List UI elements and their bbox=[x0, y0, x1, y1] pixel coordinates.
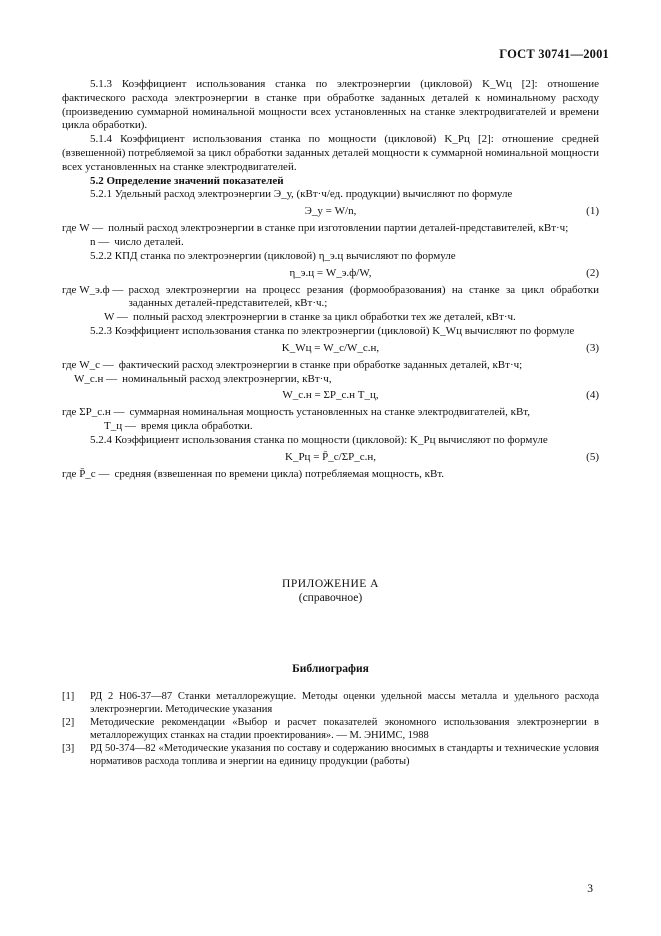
formula-4-number: (4) bbox=[586, 389, 599, 402]
definition-P-c-avg bbox=[62, 468, 599, 482]
bibliography-item-text: РД 50-374—82 «Методические указания по составу и содержанию вносимых в стандарты и технические условия нормативов расхода топлива и энергии на единицу продукции (работы) bbox=[90, 743, 599, 767]
bibliography-item-text: Методические рекомендации «Выбор и расчет показателей экономного использования электроэнергии в металлорежущих станках на стадии проектирования». — М. ЭНИМС, 1988 bbox=[90, 717, 599, 741]
bibliography-list bbox=[62, 690, 599, 768]
definition-term: где W_э.ф — bbox=[62, 283, 124, 296]
definition-term: W_с.н — bbox=[74, 372, 118, 385]
formula-1-expression: Э_у = W/n, bbox=[304, 205, 357, 218]
formula-5 bbox=[62, 451, 599, 465]
definition-W-c bbox=[62, 359, 599, 373]
bibliography-item bbox=[62, 690, 599, 716]
formula-2 bbox=[62, 267, 599, 281]
document-code: ГОСТ 30741—2001 bbox=[499, 47, 609, 61]
bibliography-item-number: [1] bbox=[62, 691, 75, 702]
definition-term: где W_с — bbox=[62, 358, 114, 371]
para-5-2-2: 5.2.2 КПД станка по электроэнергии (цикловой) η_э.ц вычисляют по формуле bbox=[90, 249, 456, 262]
definition-sum-P-cn bbox=[62, 406, 599, 420]
formula-1 bbox=[62, 205, 599, 219]
definition-W-total bbox=[62, 311, 599, 325]
definition-term: n — bbox=[90, 235, 110, 248]
bibliography-item-text: РД 2 Н06-37—87 Станки металлорежущие. Методы оценки удельной массы металла и удельного расхода электроэнергии. Методические указания bbox=[90, 691, 599, 715]
definition-term: где ΣP_с.н — bbox=[62, 406, 125, 419]
definition-text: полный расход электроэнергии в станке за цикл обработки тех же деталей, кВт·ч. bbox=[132, 311, 516, 324]
definition-W-ef bbox=[62, 284, 599, 312]
definition-text: суммарная номинальная мощность установленных на станке электродвигателей, кВт, bbox=[129, 406, 531, 419]
definition-T-c bbox=[62, 420, 599, 434]
main-content bbox=[62, 78, 599, 482]
para-5-2-3: 5.2.3 Коэффициент использования станка по электроэнергии (цикловой) K_Wц вычисляют по формуле bbox=[90, 324, 575, 337]
formula-2-number: (2) bbox=[586, 266, 599, 279]
section-5-2-heading: 5.2 Определение значений показателей bbox=[90, 174, 284, 187]
definition-text: фактический расход электроэнергии в станке при обработке заданных деталей, кВт·ч; bbox=[118, 358, 523, 371]
definition-term: T_ц — bbox=[104, 420, 136, 433]
formula-1-number: (1) bbox=[586, 205, 599, 218]
annex-heading bbox=[0, 577, 661, 605]
formula-4 bbox=[62, 389, 599, 403]
definition-text: полный расход электроэнергии в станке при изготовлении партии деталей-представителей, кВт·ч; bbox=[108, 222, 569, 235]
para-5-2-4: 5.2.4 Коэффициент использования станка по мощности (цикловой): K_Pц вычисляют по формуле bbox=[90, 433, 548, 446]
bibliography-item bbox=[62, 716, 599, 742]
formula-5-number: (5) bbox=[586, 450, 599, 463]
bibliography-item-number: [2] bbox=[62, 717, 75, 728]
formula-2-expression: η_э.ц = W_э.ф/W, bbox=[289, 266, 372, 279]
bibliography-item-number: [3] bbox=[62, 743, 75, 754]
formula-3 bbox=[62, 342, 599, 356]
definition-term: где W — bbox=[62, 222, 104, 235]
definition-text: номинальный расход электроэнергии, кВт·ч, bbox=[122, 372, 332, 385]
page-number: 3 bbox=[587, 883, 593, 895]
para-5-1-4: 5.1.4 Коэффициент использования станка по мощности (цикловой) K_Pц [2]: отношение средней (взвешенной) потребляемой за цикл обработки заданных деталей мощности к суммарной номинальной мощности всех установленных на станке электродвигателей. bbox=[62, 133, 599, 173]
definition-n bbox=[62, 236, 599, 250]
bibliography-item bbox=[62, 742, 599, 768]
formula-4-expression: W_с.н = ΣP_с.н T_ц, bbox=[282, 389, 379, 402]
definition-text: число деталей. bbox=[114, 235, 184, 248]
formula-3-number: (3) bbox=[586, 341, 599, 354]
formula-5-expression: K_Pц = P̄_с/ΣP_с.н, bbox=[285, 450, 376, 463]
para-5-2-1: 5.2.1 Удельный расход электроэнергии Э_у, (кВт·ч/ед. продукции) вычисляют по формуле bbox=[90, 188, 513, 201]
definition-text: средняя (взвешенная по времени цикла) потребляемая мощность, кВт. bbox=[114, 467, 445, 480]
bibliography-title: Библиография bbox=[292, 663, 369, 675]
definition-term: где P̄_с — bbox=[62, 467, 110, 480]
definition-text: расход электроэнергии на процесс резания (формообразования) на станке за цикл обработки заданных деталей-представителей, кВт·ч.; bbox=[128, 283, 599, 310]
definition-W bbox=[62, 222, 599, 236]
para-5-1-3: 5.1.3 Коэффициент использования станка по электроэнергии (цикловой) K_Wц [2]: отношение фактического расхода электроэнергии в станке при обработке заданных деталей к номинальному расходу (произведению суммарной номинальной мощности всех установленных на станке электродвигателей и времени цикла обработки). bbox=[62, 78, 599, 132]
annex-title: ПРИЛОЖЕНИЕ А bbox=[282, 578, 379, 590]
formula-3-expression: K_Wц = W_с/W_с.н, bbox=[281, 341, 380, 354]
annex-subtitle: (справочное) bbox=[298, 592, 363, 604]
definition-term: W — bbox=[104, 311, 128, 324]
definition-W-cn bbox=[62, 373, 599, 387]
definition-text: время цикла обработки. bbox=[140, 420, 253, 433]
